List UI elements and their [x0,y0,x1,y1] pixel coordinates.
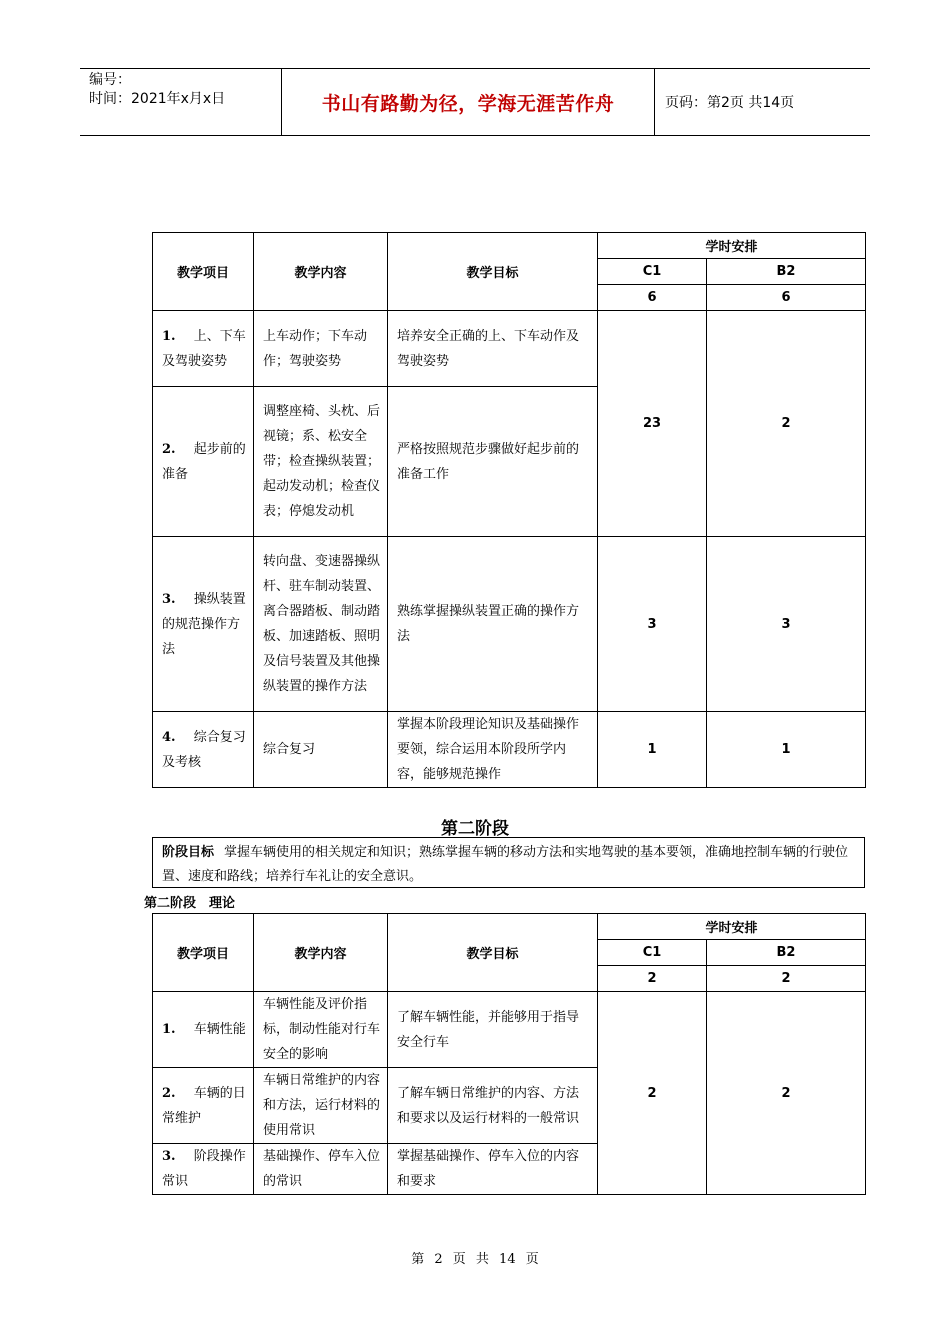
item-text: 阶段操作常识 [162,1149,246,1189]
goal-cell: 严格按照规范步骤做好起步前的准备工作 [388,387,598,537]
item-text: 上、下车及驾驶姿势 [162,328,246,369]
item-text: 车辆的日常维护 [162,1085,246,1126]
goal-cell: 了解车辆日常维护的内容、方法和要求以及运行材料的一般常识 [388,1068,598,1144]
item-number: 1. [162,1022,176,1037]
section-title: 第二阶段 [441,819,509,839]
content-cell: 调整座椅、头枕、后视镜；系、松安全带；检查操纵装置；起动发动机；检查仪表；停熄发动机 [254,387,388,537]
item-cell [153,1068,254,1144]
item-number: 2. [162,441,176,457]
table-row [153,537,866,712]
item-cell [153,537,254,712]
b2-total: 2 [707,966,866,992]
merged-b2-hours: 2 [707,992,866,1195]
header-item: 教学项目 [153,914,254,992]
c1-hours: 3 [598,537,707,712]
item-cell [153,311,254,387]
item-text: 起步前的准备 [162,441,246,482]
stage1-plan-table [152,232,866,788]
page-footer: 第 2 页 共 14 页 [411,1252,539,1267]
goal-cell: 熟练掌握操纵装置正确的操作方法 [388,537,598,712]
number-label: 编号： [89,72,131,88]
merged-c1-hours: 2 [598,992,707,1195]
item-number: 3. [162,1149,176,1164]
section-subtitle: 第二阶段 理论 [144,896,236,911]
table-row [153,712,866,788]
stage-goal-label: 阶段目标 [162,845,215,860]
stage-goal-text: 掌握车辆使用的相关规定和知识；熟练掌握车辆的移动方法和实地驾驶的基本要领，准确地控制车辆的行驶位置、速度和路线；培养行车礼让的安全意识。 [162,845,849,884]
header-c1: C1 [598,259,707,285]
item-number: 1. [162,328,176,344]
header-meta [80,69,282,135]
time-label: 时间：2021年x月x日 [89,91,226,107]
item-cell [153,387,254,537]
header-content: 教学内容 [254,914,388,992]
goal-cell: 掌握基础操作、停车入位的内容和要求 [388,1144,598,1195]
c1-total: 6 [598,285,707,311]
content-cell: 上车动作；下车动作；驾驶姿势 [254,311,388,387]
b2-hours: 3 [707,537,866,712]
stage-goal-box [152,837,865,888]
item-number: 2. [162,1085,176,1101]
stage2-plan-table [152,913,866,1195]
header-b2: B2 [707,259,866,285]
content-cell: 车辆日常维护的内容和方法，运行材料的使用常识 [254,1068,388,1144]
merged-b2-hours: 2 [707,311,866,537]
item-text: 综合复习及考核 [162,729,246,770]
content-cell: 车辆性能及评价指标，制动性能对行车安全的影响 [254,992,388,1068]
goal-cell: 培养安全正确的上、下车动作及驾驶姿势 [388,311,598,387]
table-row [153,992,866,1068]
content-cell: 转向盘、变速器操纵杆、驻车制动装置、离合器踏板、制动踏板、加速踏板、照明及信号装置及其他操纵装置的操作方法 [254,537,388,712]
header-item: 教学项目 [153,233,254,311]
item-cell [153,1144,254,1195]
item-text: 操纵装置的规范操作方法 [162,591,246,657]
header-content: 教学内容 [254,233,388,311]
goal-cell: 掌握本阶段理论知识及基础操作要领，综合运用本阶段所学内容，能够规范操作 [388,712,598,788]
item-cell [153,992,254,1068]
item-cell [153,712,254,788]
goal-cell: 了解车辆性能，并能够用于指导安全行车 [388,992,598,1068]
table-row [153,311,866,387]
header-page-info: 页码：第2页 共14页 [665,95,795,111]
content-cell: 综合复习 [254,712,388,788]
header-motto: 书山有路勤为径，学海无涯苦作舟 [282,69,655,135]
item-number: 4. [162,729,176,745]
header-goal: 教学目标 [388,233,598,311]
header-hours: 学时安排 [598,233,866,259]
header-goal: 教学目标 [388,914,598,992]
header-hours: 学时安排 [598,914,866,940]
page-header [80,68,870,136]
merged-c1-hours: 23 [598,311,707,537]
b2-hours: 1 [707,712,866,788]
b2-total: 6 [707,285,866,311]
header-b2: B2 [707,940,866,966]
content-cell: 基础操作、停车入位的常识 [254,1144,388,1195]
header-c1: C1 [598,940,707,966]
c1-total: 2 [598,966,707,992]
item-number: 3. [162,591,176,607]
item-text: 车辆性能 [193,1022,246,1037]
c1-hours: 1 [598,712,707,788]
